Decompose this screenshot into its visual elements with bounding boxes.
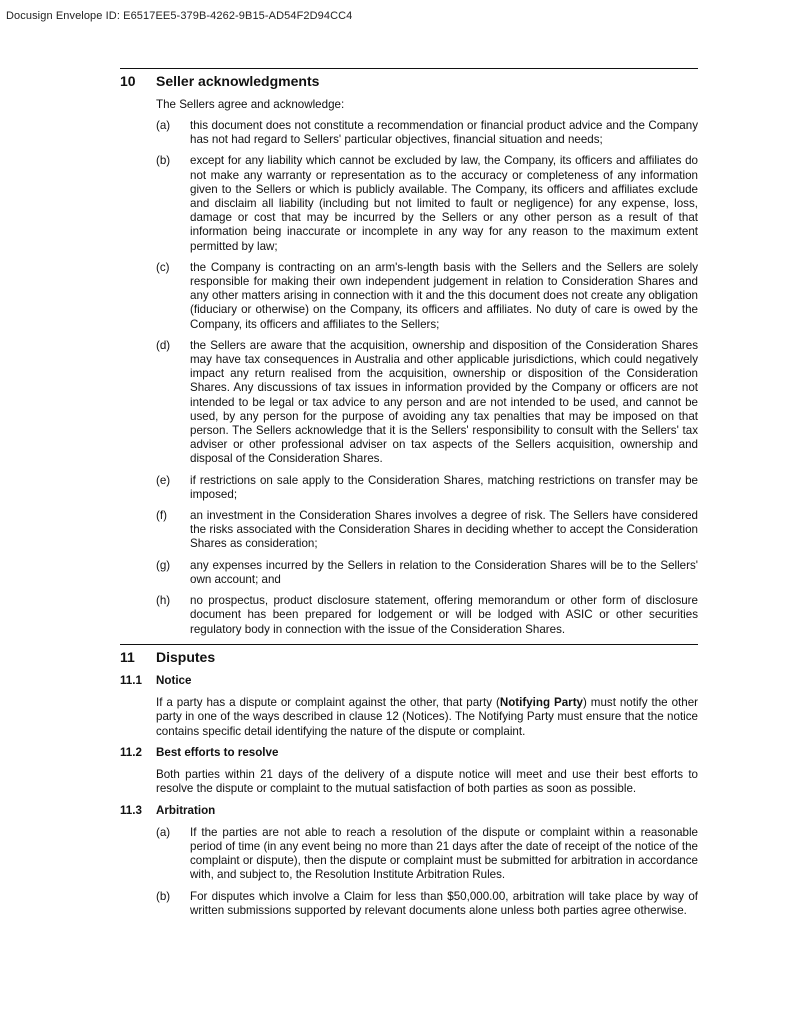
clause-text: this document does not constitute a recommendation or financial product advice and the Company has not had regard to Sellers' particular objectives, financial situation and needs; [190, 119, 698, 147]
clause-item [120, 509, 698, 552]
subsection-number: 11.1 [120, 673, 142, 687]
clause-item [120, 559, 698, 587]
best-efforts-paragraph: Both parties within 21 days of the delivery of a dispute notice will meet and use their best efforts to resolve the dispute or complaint to the mutual satisfaction of both parties as soon as possible. [156, 767, 698, 796]
section-number: 11 [120, 648, 135, 665]
section-11 [120, 644, 698, 918]
clause-text: If the parties are not able to reach a resolution of the dispute or complaint within a reasonable period of time (in any event being no more than 21 days after the date of receipt of the notice of the complaint or dispute), then the dispute or complaint must be submitted for arbitration in accordance with, and subject to, the Resolution Institute Arbitration Rules. [190, 825, 698, 882]
clause-label: (g) [156, 558, 171, 572]
clause-label: (e) [156, 473, 171, 487]
envelope-id: Docusign Envelope ID: E6517EE5-379B-4262-9B15-AD54F2D94CC4 [6, 10, 353, 22]
clause-item [120, 890, 698, 918]
arbitration-clause-list [120, 826, 698, 918]
subsection-title: Notice [156, 673, 192, 687]
clause-text: the Company is contracting on an arm's-length basis with the Sellers and the Sellers are solely responsible for making their own independent judgement in relation to Consideration Shares and any other matters arising in connection with it and the this document does not create any obligation (fiduciary or otherwise) on the Company, its officers and affiliates. No duty of care is owed by the Company, its officers and affiliates to the Sellers; [190, 260, 698, 331]
subsection-title: Best efforts to resolve [156, 745, 279, 759]
subsection-number: 11.3 [120, 803, 142, 817]
clause-label: (a) [156, 119, 171, 132]
clause-text: any expenses incurred by the Sellers in relation to the Consideration Shares will be to the Sellers' own account; and [190, 558, 698, 586]
document-body [120, 68, 698, 925]
clause-label: (b) [156, 889, 171, 903]
section-divider [120, 68, 698, 69]
clause-label: (b) [156, 154, 171, 168]
clause-text: except for any liability which cannot be excluded by law, the Company, its officers and affiliates do not make any warranty or representation as to the accuracy or completeness of any information given to the Sellers or which is publicly available. The Company, its officers and affiliates exclude and disclaim all liability (including but not limited to fault or negligence) for any expense, loss, damage or cost that may be incurred by the Sellers or any other person as a result of that information being inaccurate or incomplete in any way for any reason to the maximum extent permitted by law; [190, 154, 698, 253]
clause-label: (c) [156, 260, 170, 274]
section-intro: The Sellers agree and acknowledge: [156, 98, 345, 111]
section-10 [120, 68, 698, 637]
notice-text-after: ) must notify the other party in one of the ways described in clause 12 (Notices). The Notifying Party must ensure that the notice contains specific detail identifying the nature of the dispute or complaint. [156, 695, 698, 738]
section-title: Disputes [156, 648, 216, 665]
subsection-title: Arbitration [156, 803, 216, 817]
clause-label: (d) [156, 338, 171, 352]
notice-paragraph [156, 696, 698, 739]
clause-item [120, 119, 698, 147]
clause-item [120, 826, 698, 883]
notice-text-before: If a party has a dispute or complaint against the other, that party ( [156, 695, 500, 709]
clause-label: (a) [156, 825, 171, 839]
clause-item [120, 261, 698, 332]
section-title: Seller acknowledgments [156, 73, 320, 89]
clause-item [120, 474, 698, 502]
clause-list [120, 119, 698, 637]
clause-item [120, 339, 698, 467]
clause-text: an investment in the Consideration Shares involves a degree of risk. The Sellers have considered the risks associated with the Consideration Shares in deciding whether to accept the Consideration Shares as consideration; [190, 509, 698, 551]
clause-text: if restrictions on sale apply to the Consideration Shares, matching restrictions on transfer may be imposed; [190, 473, 698, 501]
clause-text: For disputes which involve a Claim for less than $50,000.00, arbitration will take place by way of written submissions supported by relevant documents alone unless both parties agree otherwise. [190, 889, 698, 917]
clause-item [120, 594, 698, 637]
section-heading [120, 73, 698, 89]
clause-label: (f) [156, 509, 167, 523]
clause-text: no prospectus, product disclosure statement, offering memorandum or other form of disclosure document has been prepared for lodgement or will be lodged with ASIC or other securities regulatory body in connection with the issue of the Consideration Shares. [190, 594, 698, 636]
section-divider [120, 644, 698, 645]
clause-text: the Sellers are aware that the acquisition, ownership and disposition of the Consideration Shares may have tax consequences in Australia and other applicable jurisdictions, which could negatively impact any return realised from the acquisition, ownership or disposition of the Consideration Shares. Any discussions of tax issues in information provided by the Company or officers are not intended to be legal or tax advice to any person and are not intended to be used, and cannot be used, by any person for the purpose of avoiding any tax penalties that may be imposed on that person. The Sellers acknowledge that it is the Sellers' responsibility to consult with the Sellers' tax adviser or other professional adviser on tax aspects of the Sellers acquisition, ownership and disposal of the Consideration Shares. [190, 338, 698, 466]
clause-item [120, 154, 698, 253]
defined-term: Notifying Party [499, 695, 583, 709]
subsection-number: 11.2 [120, 745, 142, 759]
clause-label: (h) [156, 594, 171, 608]
subsection-heading-notice [120, 674, 698, 688]
subsection-heading-arbitration [120, 804, 698, 818]
subsection-heading-best-efforts [120, 746, 698, 760]
section-number: 10 [120, 73, 136, 89]
section-heading [120, 649, 698, 665]
